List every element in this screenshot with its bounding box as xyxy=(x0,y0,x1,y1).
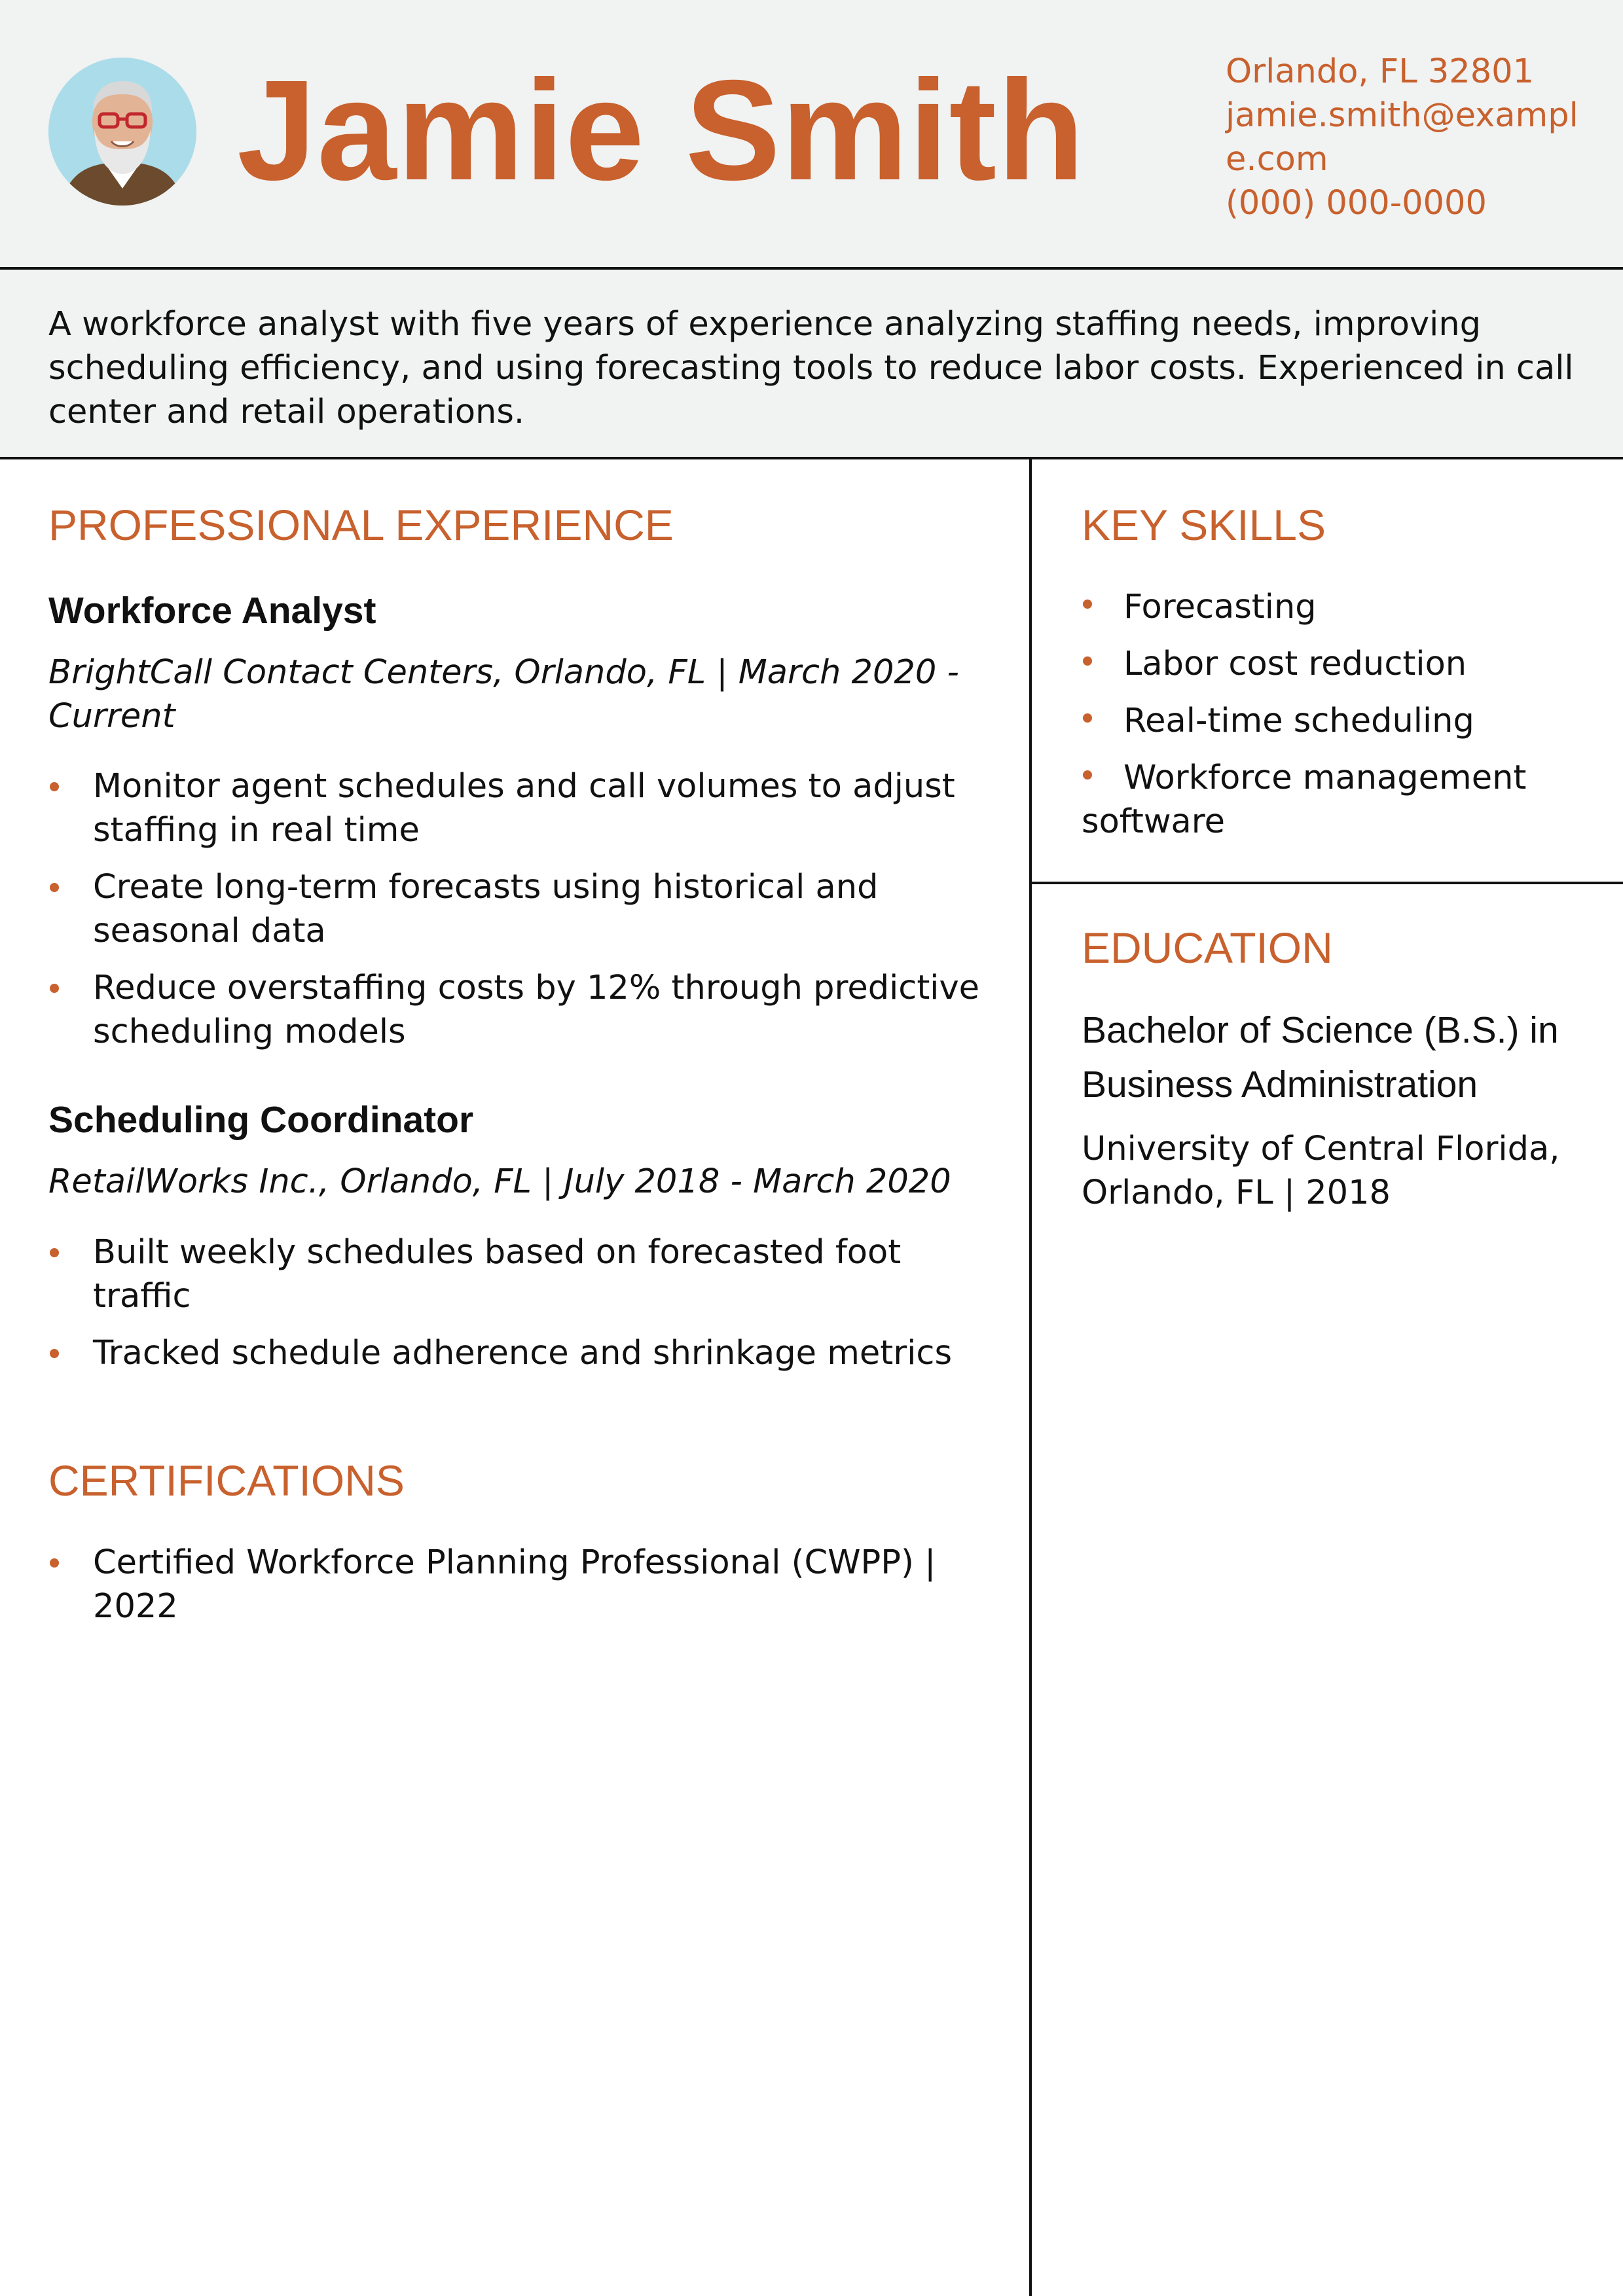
education-school: University of Central Florida, Orlando, FL | 2018 xyxy=(1082,1130,1560,1212)
job-meta: BrightCall Contact Centers, Orlando, FL | March 2020 - Current xyxy=(48,653,959,736)
person-portrait-icon xyxy=(48,58,196,206)
resume-header xyxy=(0,0,1623,270)
job-bullets xyxy=(48,1230,965,1375)
summary-text: A workforce analyst with five years of experience analyzing staffing needs, improving scheduling efficiency, and using forecasting tools to reduce labor costs. Experienced in call center and retail operations. xyxy=(48,305,1574,431)
bullet-icon xyxy=(50,1558,59,1568)
list-item: Labor cost reduction xyxy=(1082,642,1540,686)
experience-heading: PROFESSIONAL EXPERIENCE xyxy=(48,501,674,549)
skills-heading: KEY SKILLS xyxy=(1082,501,1326,549)
job-title: Workforce Analyst xyxy=(48,590,376,632)
list-item: Forecasting xyxy=(1082,585,1540,629)
bullet-icon xyxy=(1083,656,1092,666)
contact-email[interactable]: jamie.smith@example.com xyxy=(1226,96,1578,179)
education-degree: Bachelor of Science (B.S.) in Business Administration xyxy=(1082,1009,1559,1105)
skills-list xyxy=(1082,585,1540,844)
job-title: Scheduling Coordinator xyxy=(48,1099,474,1141)
list-item: Reduce overstaffing costs by 12% through predictive scheduling models xyxy=(48,966,985,1054)
job-bullets xyxy=(48,764,985,1054)
contact-block xyxy=(1226,50,1592,225)
bullet-icon xyxy=(50,984,59,993)
contact-phone[interactable]: (000) 000-0000 xyxy=(1226,184,1487,223)
candidate-name: Jamie Smith xyxy=(237,51,1085,210)
summary-section xyxy=(0,270,1623,459)
bullet-icon xyxy=(50,782,59,791)
right-column-divider xyxy=(1032,882,1623,884)
education-heading: EDUCATION xyxy=(1082,924,1333,972)
bullet-icon xyxy=(50,883,59,892)
bullet-icon xyxy=(1083,600,1092,609)
profile-photo xyxy=(48,58,196,206)
column-divider xyxy=(1029,459,1032,2296)
certifications-heading: CERTIFICATIONS xyxy=(48,1456,405,1505)
list-item: Create long-term forecasts using historical and seasonal data xyxy=(48,865,985,953)
contact-location: Orlando, FL 32801 xyxy=(1226,52,1535,91)
list-item: Monitor agent schedules and call volumes to adjust staffing in real time xyxy=(48,764,985,852)
job-meta: RetailWorks Inc., Orlando, FL | July 2018 - March 2020 xyxy=(48,1162,951,1201)
certifications-list xyxy=(48,1541,978,1628)
bullet-icon xyxy=(1083,713,1092,723)
list-item: Workforce management software xyxy=(1082,759,1527,841)
bullet-icon xyxy=(50,1349,59,1358)
list-item: Built weekly schedules based on forecasted foot traffic xyxy=(48,1230,965,1318)
bullet-icon xyxy=(50,1248,59,1257)
list-item: Tracked schedule adherence and shrinkage metrics xyxy=(48,1331,965,1375)
list-item: Certified Workforce Planning Professional (CWPP) | 2022 xyxy=(48,1541,978,1628)
bullet-icon xyxy=(1083,770,1092,780)
list-item: Real-time scheduling xyxy=(1082,699,1540,743)
